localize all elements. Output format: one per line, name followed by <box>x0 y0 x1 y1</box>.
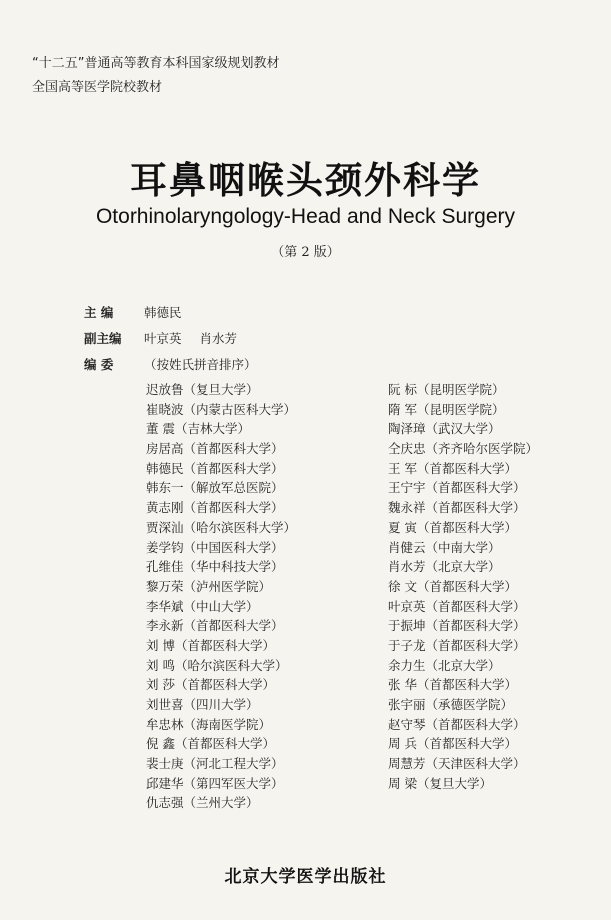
committee-member: 肖健云（中南大学） <box>388 539 501 555</box>
committee-member: 叶京英（首都医科大学） <box>388 598 526 614</box>
committee-member: 黄志刚（首都医科大学） <box>146 500 284 516</box>
deputy-editor-label: 副主编 <box>84 331 122 346</box>
committee-member: 韩东一（解放军总医院） <box>146 480 284 496</box>
committee-member: 徐 文（首都医科大学） <box>388 578 517 594</box>
deputy-editor-row <box>84 326 257 352</box>
committee-list-right <box>388 380 538 793</box>
edition-label: （第 2 版） <box>271 245 340 260</box>
committee-member: 周慧芳（天津医科大学） <box>388 756 526 772</box>
committee-member: 张宇丽（承德医学院） <box>388 697 514 712</box>
committee-member: 刘世喜（四川大学） <box>146 697 259 712</box>
committee-member: 仇志强（兰州大学） <box>146 795 259 811</box>
committee-member: 韩德民（首都医科大学） <box>146 460 284 476</box>
committee-member: 牟忠林（海南医学院） <box>146 716 272 732</box>
committee-note: （按姓氏拼音排序） <box>143 357 257 372</box>
committee-member: 赵守琴（首都医科大学） <box>388 716 526 732</box>
committee-member: 黎万荣（泸州医学院） <box>146 578 272 594</box>
committee-member: 李华斌（中山大学） <box>146 598 259 614</box>
committee-member: 王 军（首都医科大学） <box>388 460 517 476</box>
committee-row <box>84 352 257 378</box>
committee-member: 刘 鸣（哈尔滨医科大学） <box>146 657 288 673</box>
committee-member: 仝庆忠（齐齐哈尔医学院） <box>388 441 539 457</box>
committee-member: 于振坤（首都医科大学） <box>388 618 526 634</box>
committee-member: 迟放鲁（复旦大学） <box>146 382 259 397</box>
committee-member: 李永新（首都医科大学） <box>146 618 284 634</box>
committee-member: 崔晓波（内蒙古医科大学） <box>146 401 297 417</box>
committee-member: 房居高（首都医科大学） <box>146 441 284 457</box>
committee-label: 编 委 <box>84 357 114 372</box>
series-info <box>32 52 279 100</box>
book-title-english: Otorhinolaryngology-Head and Neck Surgery <box>95 205 516 228</box>
committee-member: 孔维佳（华中科技大学） <box>146 559 284 575</box>
chief-editor-name: 韩德民 <box>143 305 182 320</box>
chief-editor-label: 主 编 <box>84 305 114 320</box>
committee-member: 王宁宇（首都医科大学） <box>388 480 526 496</box>
committee-member: 倪 鑫（首都医科大学） <box>146 736 275 752</box>
committee-member: 刘 莎（首都医科大学） <box>146 677 275 693</box>
publisher-name: 北京大学医学出版社 <box>224 867 387 887</box>
committee-member: 魏永祥（首都医科大学） <box>388 500 526 516</box>
book-title-chinese: 耳鼻咽喉头颈外科学 <box>130 159 481 202</box>
committee-member: 隋 军（昆明医学院） <box>388 401 505 417</box>
committee-member: 肖水芳（北京大学） <box>388 559 501 575</box>
committee-member: 贾深汕（哈尔滨医科大学） <box>146 519 297 535</box>
chief-editor-row <box>84 300 257 326</box>
committee-member: 陶泽璋（武汉大学） <box>388 421 501 437</box>
editor-roles <box>84 300 257 378</box>
series-line-1: “十二五”普通高等教育本科国家级规划教材 <box>32 56 280 71</box>
committee-member: 张 华（首都医科大学） <box>388 677 517 693</box>
committee-member: 刘 博（首都医科大学） <box>146 637 275 653</box>
committee-member: 周 梁（复旦大学） <box>388 775 492 791</box>
committee-member: 姜学钧（中国医科大学） <box>146 539 284 555</box>
deputy-editor-names: 叶京英 肖水芳 <box>143 331 237 346</box>
committee-member: 周 兵（首都医科大学） <box>388 736 517 752</box>
committee-member: 裴士庚（河北工程大学） <box>146 756 284 772</box>
committee-member: 阮 标（昆明医学院） <box>388 382 505 397</box>
committee-member: 董 震（吉林大学） <box>146 421 250 437</box>
committee-list-left <box>146 380 296 813</box>
committee-member: 余力生（北京大学） <box>388 657 501 673</box>
committee-member: 于子龙（首都医科大学） <box>388 637 526 653</box>
committee-member: 夏 寅（首都医科大学） <box>388 519 517 535</box>
committee-member: 邱建华（第四军医大学） <box>146 775 284 791</box>
series-line-2: 全国高等医学院校教材 <box>32 80 163 95</box>
